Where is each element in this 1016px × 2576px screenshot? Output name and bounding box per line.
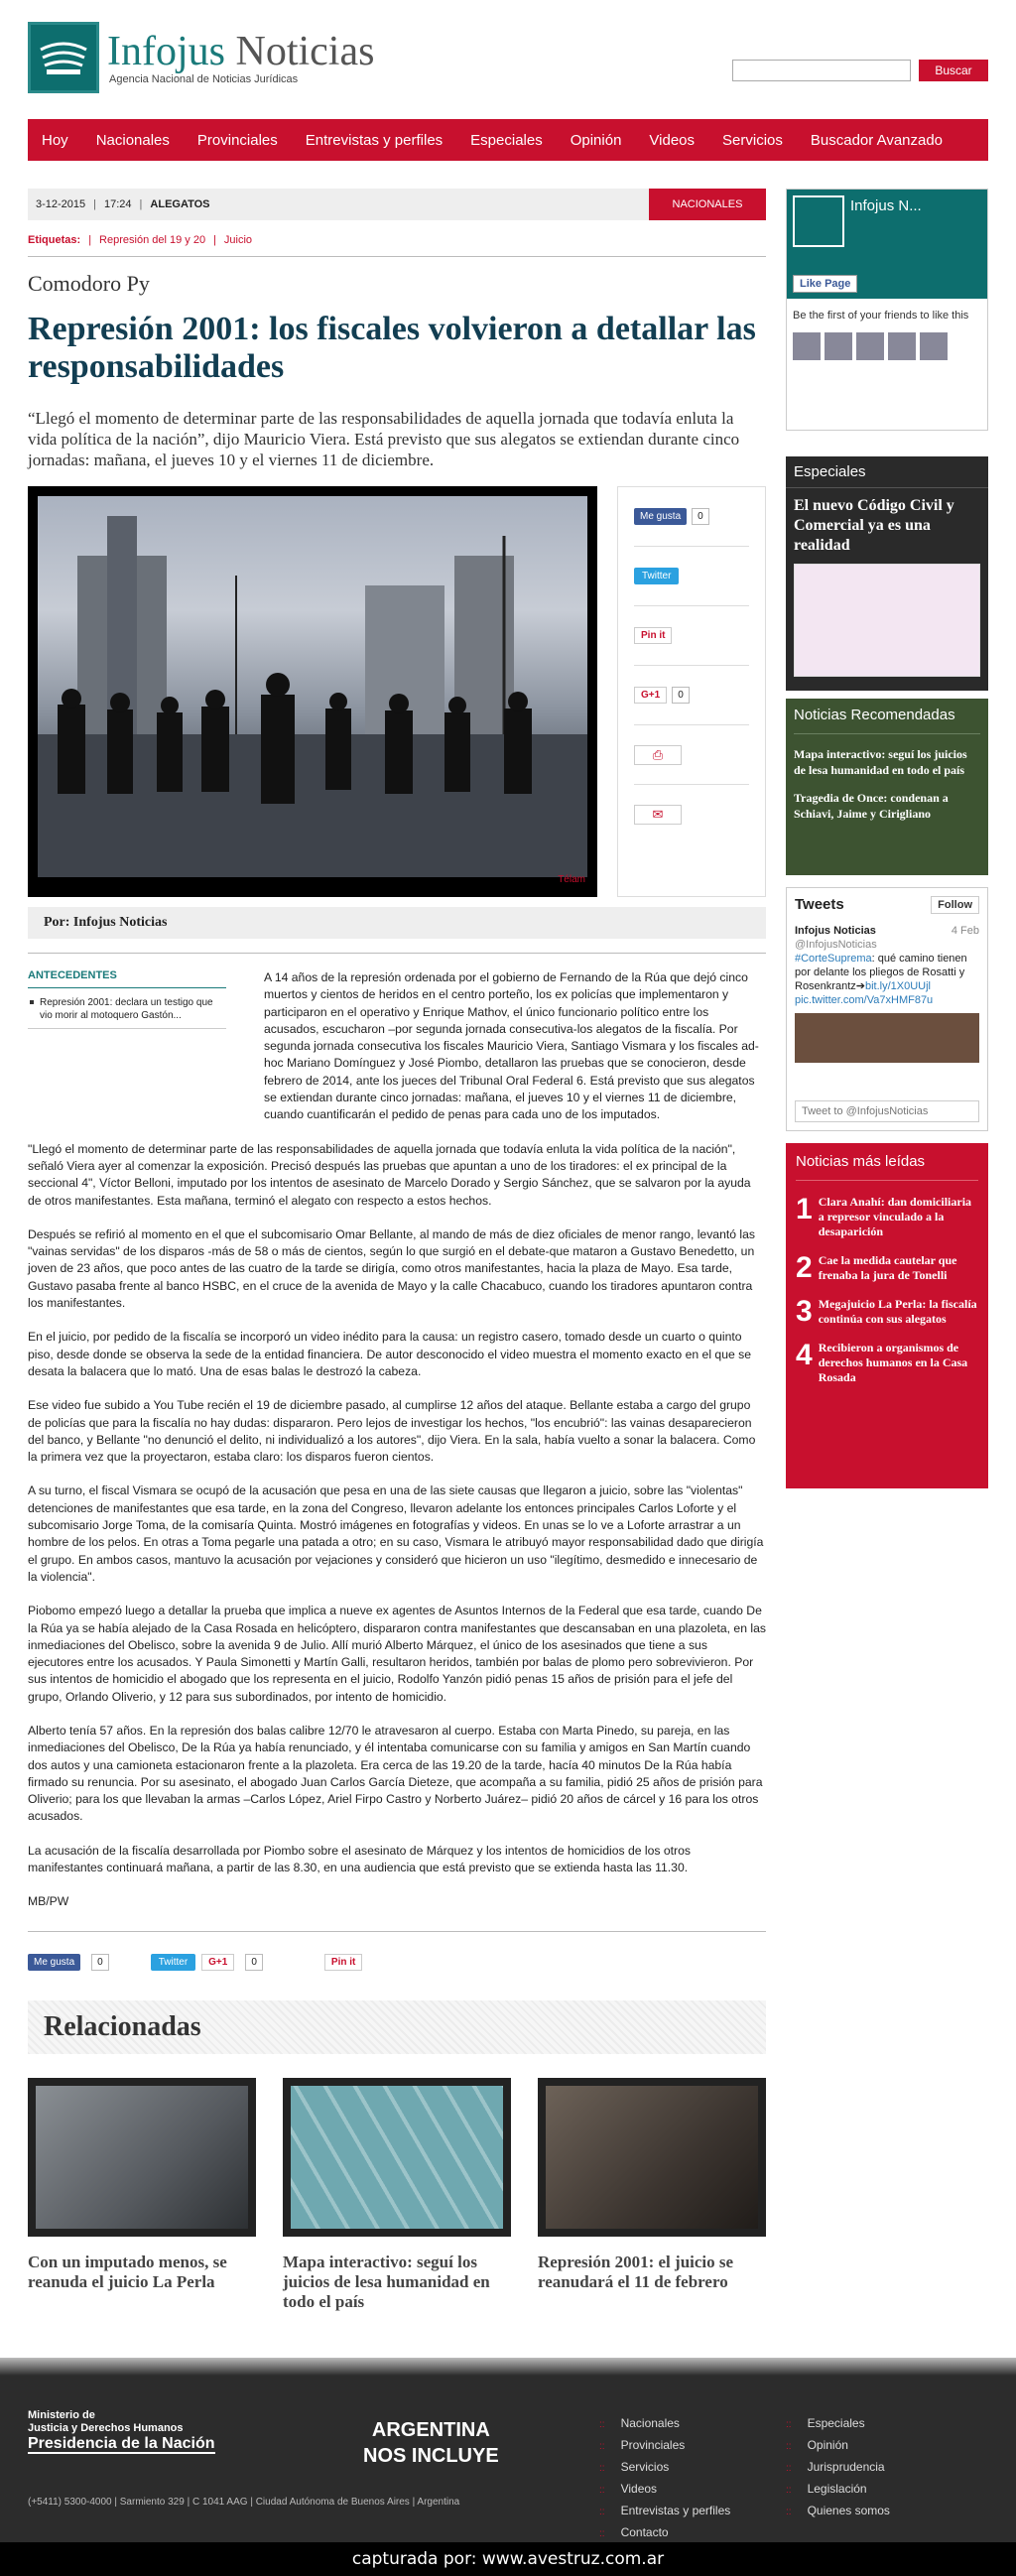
- twitter-widget: [786, 887, 988, 1131]
- logo-tagline: Agencia Nacional de Noticias Jurídicas: [109, 73, 299, 85]
- article-paragraph: Alberto tenía 57 años. En la represión dos balas calibre 12/70 le atravesaron al cuerpo. Estaba con Marta Pinedo, su pareja, en las inmediaciones del Obelisco, De la Rúa ya había renunciado, y él intentaba comunicarse con su familia y amigos en San Martín cuando dos autos y una camioneta estacionaron frente a la plazoleta. Era cerca de las 19.20 de la tarde, hacía 40 minutos De la Rúa había firmado su renuncia. Por su asesinato, el abogado Juan Carlos García Dieteze, que acompaña a su familia, pidió 25 años de prisión para Oliverio; para los que llevaban la armas –Carlos López, Ariel Firpo Castro y Norberto Juárez– pidió 20 años de cárcel y 16 para los otros acusados.: [28, 1723, 763, 1824]
- article-tag: ALEGATOS: [150, 198, 210, 210]
- antecedentes-box: [28, 969, 226, 1029]
- google-plus-count: 0: [672, 687, 690, 704]
- article-paragraph: En el juicio, por pedido de la fiscalía se incorporó un video inédito para la causa: un registro casero, tomado desde un cuarto o quinto piso, desde donde se observa la sede de la entidad financiera. De autor desconocido el video muestra el momento exacto en el que se desata la balacera que lo mató. Una de esas balas le destrozó la cabeza.: [28, 1330, 752, 1378]
- twitter-button[interactable]: Twitter: [634, 568, 679, 584]
- facebook-count: 0: [91, 1954, 109, 1971]
- main-nav: [28, 119, 988, 161]
- article-lead: “Llegó el momento de determinar parte de las responsabilidades de aquella jornada que todavía enluta la vida política de la nación”, dijo Mauricio Viera. Está previsto que sus alegatos se extiendan durante cinco jornadas: mañana, el jueves 10 y el viernes 11 de diciembre.: [28, 409, 740, 469]
- facebook-like-button[interactable]: Me gusta: [634, 508, 687, 525]
- article-date: 3-12-2015: [36, 198, 86, 210]
- bottom-share-bar: [28, 1931, 766, 1971]
- nav-item-nacionales[interactable]: Nacionales: [95, 131, 170, 149]
- tweet-handle: @InfojusNoticias: [795, 939, 877, 951]
- nav-item-entrevistas[interactable]: Entrevistas y perfiles: [305, 131, 444, 149]
- most-read-box: [786, 1143, 988, 1488]
- related-card[interactable]: [538, 2078, 766, 2312]
- article-paragraph: La acusación de la fiscalía desarrollada por Piombo sobre el asesinato de Márquez y los intentos de homicidios de los otros manifestantes continuará mañana, a partir de las 8.30, en una audiencia que está previsto que se extienda hasta las 11.30.: [28, 1843, 691, 1875]
- related-card[interactable]: [28, 2078, 256, 2312]
- most-read-headline[interactable]: Cae la medida cautelar que frenaba la jura de Tonelli: [818, 1253, 957, 1282]
- especiales-box: [786, 456, 988, 691]
- argentina-line-1: ARGENTINA: [371, 2419, 490, 2441]
- search-input[interactable]: [732, 60, 911, 81]
- article-paragraph: Piobomo empezó luego a detallar la prueba que implica a nueve ex agentes de Asuntos Internos de la Federal que esa tarde, cuando De la Rúa ya se había alejado de la Casa Rosada en helicóptero, dispararon contra manifestantes que descansaban en una plazoleta, en las inmediaciones del Obelisco, sobre la avenida 9 de Julio. Allí murió Alberto Márquez, el único de los asesinados que tiene a sus ejecutores entre los acusados. Y Paula Simonetti y Martín Galli, resultaron heridos, también por balas de plomo pero sobrevivieron. Por sus intentos de homicidio el abogado que los representa en el juicio, Rodolfo Yanzón pidió penas 15 años de prisión para el jefe del grupo, Orlando Oliverio, y 12 para sus subordinados, por intento de homicidio.: [28, 1604, 766, 1704]
- especiales-image[interactable]: [794, 564, 980, 677]
- nav-item-especiales[interactable]: Especiales: [470, 131, 543, 149]
- google-plus-button[interactable]: G+1: [201, 1954, 234, 1971]
- recommended-box: [786, 699, 988, 875]
- facebook-friends-text: Be the first of your friends to like this: [793, 310, 969, 322]
- tweet-link[interactable]: bit.ly/1X0UUjl pic.twitter.com/Va7xHMF87u: [795, 980, 934, 1006]
- article-paragraph: "Llegó el momento de determinar parte de las responsabilidades de aquella jornada que todavía enluta la vida política de la nación", señaló Viera ayer al comenzar la exposición. Precisó después las pruebas que apuntan a uno de los tiradores: el ex principal de la seccional 4", Víctor Belloni, imputado por los intentos de asesinato de Marcelo Dorado y Sergio Sánchez, que se salvaron por la ayuda de otros manifestantes. Esta mañana, terminó el alegato con respecto a estos hechos.: [28, 1141, 751, 1208]
- most-read-title: Noticias más leídas: [796, 1153, 978, 1181]
- mail-icon[interactable]: ✉: [634, 805, 682, 825]
- tweet-date: 4 Feb: [951, 925, 979, 937]
- twitter-button[interactable]: Twitter: [151, 1954, 195, 1971]
- facebook-page-logo: [793, 195, 844, 247]
- label-link[interactable]: Juicio: [223, 234, 253, 246]
- article-author: Por: Infojus Noticias: [28, 907, 766, 939]
- footer-link[interactable]: :: Entrevistas y perfiles: [599, 2501, 730, 2522]
- logo-name-2: Noticias: [235, 29, 375, 74]
- section-badge[interactable]: NACIONALES: [649, 189, 766, 220]
- most-read-item[interactable]: 4 Recibieron a organismos de derechos humanos en la Casa Rosada: [796, 1341, 978, 1385]
- tweet-user[interactable]: Infojus Noticias: [795, 925, 876, 937]
- label-link[interactable]: Represión del 19 y 20: [99, 234, 206, 246]
- tweets-title: Tweets: [795, 895, 844, 913]
- footer-link[interactable]: :: Quienes somos: [786, 2501, 890, 2522]
- twitter-follow-button[interactable]: Follow: [931, 896, 979, 914]
- article-signature: MB/PW: [28, 1894, 69, 1909]
- nav-item-opinion[interactable]: Opinión: [570, 131, 622, 149]
- facebook-friends-avatars: [787, 332, 987, 360]
- facebook-widget: [786, 189, 988, 431]
- footer-link[interactable]: :: Jurisprudencia: [786, 2457, 890, 2479]
- most-read-headline[interactable]: Clara Anahí: dan domiciliaria a represor vinculado a la desaparición: [818, 1195, 972, 1238]
- article-photo[interactable]: [28, 486, 597, 897]
- ministry-logo[interactable]: [28, 2409, 215, 2454]
- facebook-count: 0: [692, 508, 709, 525]
- related-list: [28, 2078, 766, 2312]
- google-plus-count: 0: [245, 1954, 263, 1971]
- related-image: [283, 2078, 511, 2237]
- presidencia-label: Presidencia de la Nación: [28, 2435, 215, 2452]
- related-image: [28, 2078, 256, 2237]
- most-read-headline[interactable]: Megajuicio La Perla: la fiscalía continúa con sus alegatos: [818, 1297, 977, 1326]
- most-read-item[interactable]: 2 Cae la medida cautelar que frenaba la jura de Tonelli: [796, 1253, 978, 1283]
- footer-link[interactable]: :: Legislación: [786, 2479, 890, 2501]
- article-paragraph: Después se refirió al momento en el que el subcomisario Omar Bellante, al mando de más de diez oficiales de menor rango, levantó las "vainas servidas" de los disparos -más de 58 o más de cientos, según lo que surgió en el debate-que mataron a Gustavo Benedetto, un joven de 23 años, que poco antes de las cuatro de la tarde se dirigía, como otros manifestantes, hacia la plaza de Mayo. Esa tarde, Gustavo pasaba frente al banco HSBC, en el cruce de la avenida de Mayo y la calle Chacabuco, cuando los tiradores apuntaron contra los manifestantes.: [28, 1226, 755, 1311]
- site-footer: [0, 2358, 1016, 2576]
- footer-link[interactable]: :: Servicios: [599, 2457, 730, 2479]
- print-icon[interactable]: ⎙: [634, 745, 682, 765]
- facebook-like-button[interactable]: Me gusta: [28, 1954, 80, 1971]
- article-time: 17:24: [104, 198, 132, 210]
- argentina-line-2: NOS INCLUYE: [363, 2445, 499, 2467]
- police-silhouettes-image: [38, 496, 587, 877]
- recommended-item[interactable]: Mapa interactivo: seguí los juicios de lesa humanidad en todo el país: [794, 747, 967, 777]
- most-read-item[interactable]: 1 Clara Anahí: dan domiciliaria a represor vinculado a la desaparición: [796, 1195, 978, 1239]
- article-body: [28, 969, 766, 1911]
- footer-link[interactable]: :: Nacionales: [599, 2413, 730, 2435]
- tweet-to-input[interactable]: Tweet to @InfojusNoticias: [795, 1100, 979, 1122]
- sidebar: [786, 189, 988, 1488]
- recommended-item[interactable]: Tragedia de Once: condenan a Schiavi, Jaime y Cirigliano: [794, 791, 949, 821]
- site-logo[interactable]: [28, 22, 374, 93]
- google-plus-button[interactable]: G+1: [634, 687, 667, 704]
- nav-item-videos[interactable]: Videos: [649, 131, 696, 149]
- facebook-like-page-button[interactable]: Like Page: [793, 275, 857, 293]
- ministry-line-1: Ministerio de: [28, 2409, 95, 2421]
- article-column: [28, 189, 766, 2312]
- article-paragraph: Ese video fue subido a You Tube recién el 19 de diciembre pasado, al cumplirse 12 años del ataque. Bellante estaba a cargo del grupo de policías que para la fiscalía no hay dudas: dispararon. Pero lejos de investigar los hechos, "los encubrió": las vainas desaparecieron del banco, y Bellante "no denunció el delito, ni individualizó a los autores", dijo Viera. En la sala, había vuelto a sonar la balacera. Como la primera vez que la proyectaron, estaba claro: los disparos fueron cientos.: [28, 1398, 756, 1465]
- related-headline[interactable]: Con un imputado menos, se reanuda el juicio La Perla: [28, 2252, 227, 2291]
- footer-address: (+5411) 5300-4000 | Sarmiento 329 | C 1041 AAG | Ciudad Autónoma de Buenos Aires | Argentina: [28, 2497, 460, 2508]
- article-title: Represión 2001: los fiscales volvieron a detallar las responsabilidades: [28, 311, 756, 385]
- search-form: [732, 60, 988, 81]
- related-headline[interactable]: Represión 2001: el juicio se reanudará el 11 de febrero: [538, 2252, 734, 2291]
- footer-link[interactable]: :: Provinciales: [599, 2435, 730, 2457]
- article-paragraph: A 14 años de la represión ordenada por el gobierno de Fernando de la Rúa que dejó cinco muertos y cientos de heridos en el centro porteño, los ex policías que implementaron y participaron en el operativo y Enrique Mathov, el único funcionario político entre los acusados, escucharon –por segunda jornada consecutiva-los alegatos de la fiscalía. Por segunda jornada consecutiva los fiscales Mauricio Viera, Santiago Vismara y los fiscales ad-hoc Mariano Domínguez y José Piombo, detallaron las pruebas que se conocieron, desde febrero de 2014, ante los jueces del Tribunal Oral Federal 6. Está previsto que sus alegatos se extiendan durante cinco jornadas: mañana, el jueves 10 y el viernes 11 de diciembre, cuando cuantificarán el pedido de penas para cada uno de los imputados.: [264, 970, 759, 1122]
- facebook-page-name[interactable]: Infojus N...: [850, 197, 922, 214]
- argentina-logo: [363, 2417, 499, 2469]
- recommended-title: Noticias Recomendadas: [794, 707, 980, 734]
- pinterest-button[interactable]: Pin it: [634, 627, 672, 644]
- article-meta: 3-12-2015 | 17:24 | ALEGATOS NACIONALES: [28, 189, 766, 220]
- ministry-line-2: Justicia y Derechos Humanos: [28, 2422, 184, 2434]
- footer-link[interactable]: :: Videos: [599, 2479, 730, 2501]
- related-image: [538, 2078, 766, 2237]
- capture-credit: capturada por: www.avestruz.com.ar: [0, 2542, 1016, 2576]
- article-kicker: Comodoro Py: [28, 271, 150, 296]
- photo-credit: Télam: [558, 874, 585, 885]
- footer-link[interactable]: :: Opinión: [786, 2435, 890, 2457]
- tweet-image[interactable]: [795, 1013, 979, 1063]
- tweet-hashtag[interactable]: #CorteSuprema: [795, 953, 872, 965]
- footer-link[interactable]: :: Especiales: [786, 2413, 890, 2435]
- share-panel: [617, 486, 766, 897]
- footer-link[interactable]: :: Contacto: [599, 2522, 730, 2544]
- labels-title: Etiquetas:: [28, 234, 81, 246]
- especiales-headline[interactable]: El nuevo Código Civil y Comercial ya es una realidad: [794, 497, 954, 554]
- nav-item-servicios[interactable]: Servicios: [722, 131, 783, 149]
- tweet-text: : qué camino tienen por delante los pliegos de Rosatti y Rosenkrantz➔: [795, 953, 967, 992]
- pinterest-button[interactable]: Pin it: [324, 1954, 362, 1971]
- nav-item-hoy[interactable]: Hoy: [42, 131, 68, 149]
- nav-item-buscador[interactable]: Buscador Avanzado: [810, 131, 944, 149]
- related-title: Relacionadas: [28, 2000, 766, 2054]
- related-headline[interactable]: Mapa interactivo: seguí los juicios de lesa humanidad en todo el país: [283, 2252, 490, 2311]
- search-button[interactable]: Buscar: [919, 60, 988, 81]
- nav-item-provinciales[interactable]: Provinciales: [196, 131, 278, 149]
- logo-name: Infojus: [107, 29, 225, 74]
- especiales-title: Especiales: [786, 456, 988, 488]
- antecedentes-link[interactable]: Represión 2001: declara un testigo que vio morir al motoquero Gastón...: [28, 996, 226, 1029]
- footer-links-2: [786, 2413, 890, 2522]
- article-paragraph: A su turno, el fiscal Vismara se ocupó de la acusación que pesa en una de las siete causas que llegaron a juicio, sobre las "violentas" detenciones de manifestantes que esa tarde, en la zona del Congreso, llevaron adelante los entonces principales Carlos Loforte y el subcomisario Jorge Toma, de la comisaría Quinta. Mostró imágenes en fotografías y videos. En unas se lo ve a Loforte arrastrar a un hombre de los pelos. En otras a Toma pegarle una patada a otro; en su caso, Vismara le atribuyó mayor responsabilidad dado que dirigía el grupo. En ambos casos, mantuvo la acusación por vejaciones y consideró que hicieron un uso "ilegítimo, desmedido e innecesario de la violencia".: [28, 1483, 764, 1584]
- antecedentes-title: ANTECEDENTES: [28, 969, 226, 988]
- article-labels: Etiquetas: | Represión del 19 y 20 | Juicio: [28, 234, 766, 257]
- logo-book-icon: [28, 22, 99, 93]
- related-card[interactable]: [283, 2078, 511, 2312]
- most-read-item[interactable]: 3 Megajuicio La Perla: la fiscalía continúa con sus alegatos: [796, 1295, 977, 1328]
- site-header: [28, 0, 988, 117]
- footer-links-1: [599, 2413, 730, 2544]
- most-read-headline[interactable]: Recibieron a organismos de derechos humanos en la Casa Rosada: [818, 1341, 968, 1384]
